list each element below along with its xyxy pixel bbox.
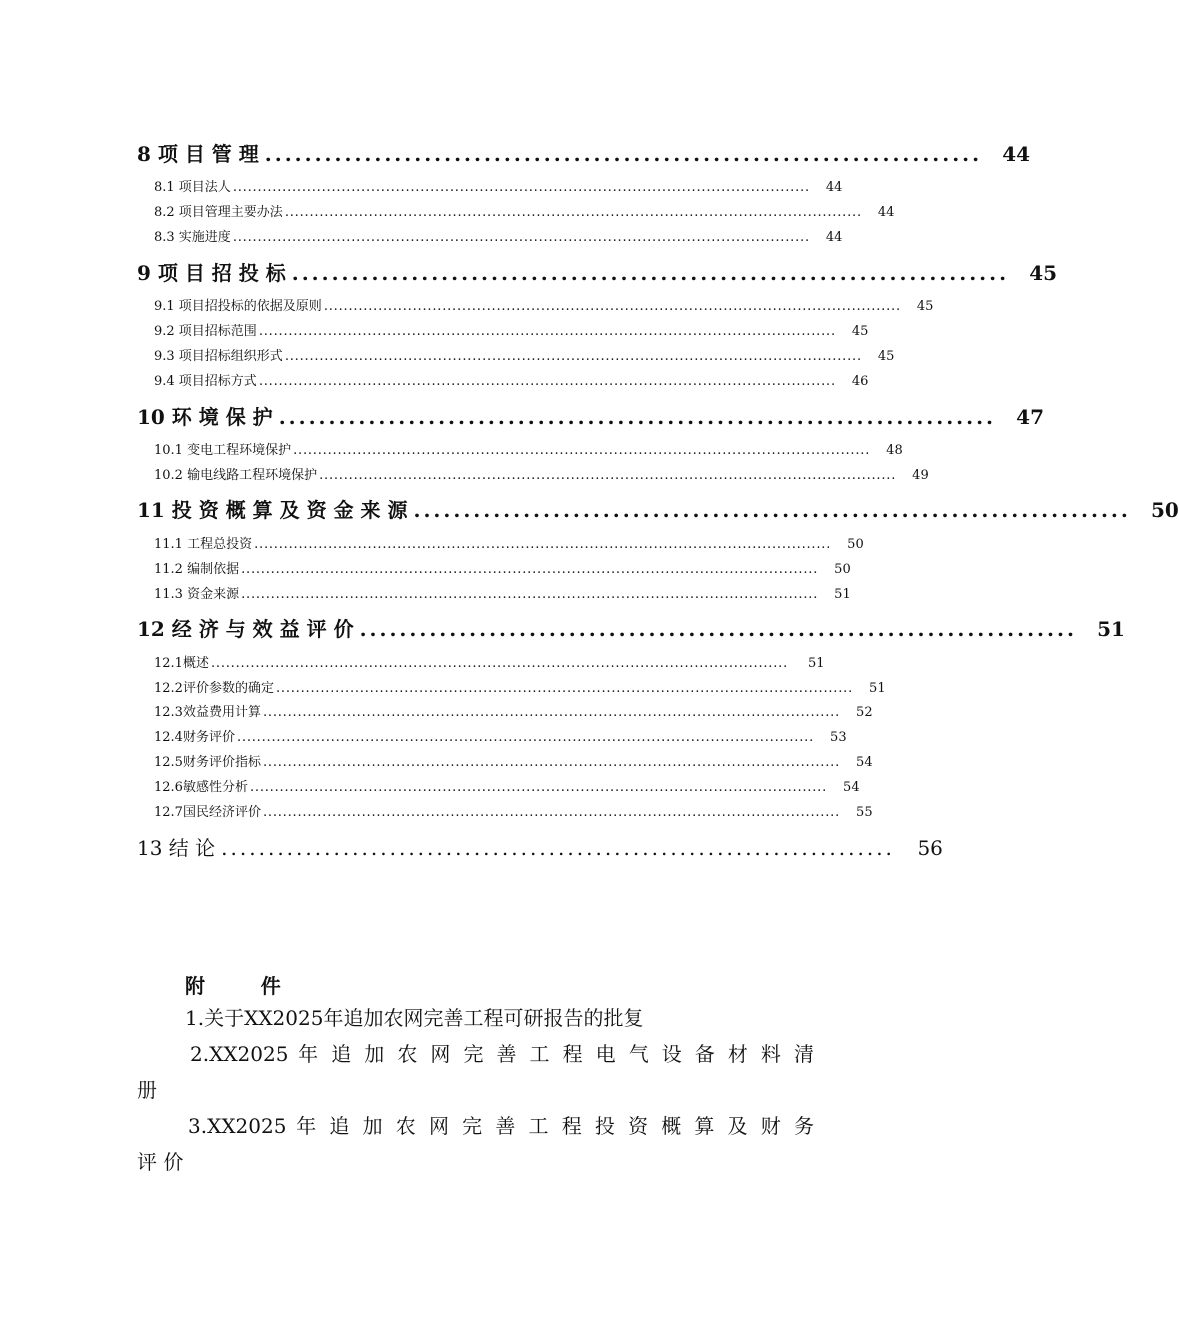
toc-page: 45 — [851, 324, 869, 339]
toc-entry[interactable] — [154, 370, 869, 389]
toc-page: 45 — [916, 299, 934, 314]
toc-heading[interactable] — [137, 138, 1031, 167]
toc-entry[interactable] — [154, 176, 843, 195]
toc-leader: ........................................................................ — [291, 261, 1010, 285]
toc-leader: ........................................................................ — [264, 142, 983, 166]
toc-entry[interactable] — [154, 295, 934, 314]
toc-entry[interactable] — [154, 320, 869, 339]
toc-heading[interactable] — [137, 401, 1045, 430]
toc-label: 8.2 项目管理主要办法 — [154, 205, 283, 220]
toc-leader: ..................................................................................................................... — [284, 349, 862, 364]
toc-label: 8.1 项目法人 — [154, 180, 231, 195]
toc-label: 12.4财务评价 — [154, 730, 235, 745]
toc-page: 54 — [843, 780, 860, 795]
toc-leader: ..................................................................................................................... — [258, 324, 836, 339]
toc-leader: ..................................................................................................................... — [232, 230, 810, 245]
toc-page: 55 — [856, 805, 873, 820]
toc-page: 45 — [1029, 261, 1058, 285]
toc-heading[interactable] — [137, 257, 1058, 286]
toc-label: 12 经 济 与 效 益 评 价 — [137, 617, 354, 641]
toc-page: 44 — [877, 205, 895, 220]
toc-entry[interactable] — [154, 439, 903, 458]
toc-leader: ..................................................................................................................... — [262, 705, 841, 720]
toc-page: 54 — [856, 755, 873, 770]
attachment-item-2-line-2: 册 — [137, 1078, 157, 1102]
toc-leader: ..................................................................................................................... — [293, 443, 871, 458]
toc-page: 51 — [834, 587, 851, 602]
toc-page: 44 — [825, 180, 843, 195]
toc-entry[interactable] — [154, 652, 824, 671]
toc-label: 9.2 项目招标范围 — [154, 324, 257, 339]
toc-label: 11.3 资金来源 — [154, 587, 240, 602]
toc-label: 9.4 项目招标方式 — [154, 374, 257, 389]
toc-page: 47 — [1016, 405, 1045, 429]
toc-entry[interactable] — [154, 701, 873, 720]
toc-leader: ..................................................................................................................... — [275, 681, 854, 696]
toc-leader: ..................................................................................................................... — [241, 587, 819, 602]
toc-label: 9 项 目 招 投 标 — [137, 261, 286, 285]
toc-label: 11.2 编制依据 — [154, 562, 240, 577]
toc-leader: ........................................................................ — [359, 617, 1077, 641]
attachment-item-3-line-2: 评 价 — [137, 1150, 184, 1174]
attachment-item-1: 1.关于XX2025年追加农网完善工程可研报告的批复 — [185, 1006, 644, 1030]
toc-page: 48 — [886, 443, 903, 458]
toc-entry[interactable] — [154, 201, 895, 220]
toc-page: 51 — [1097, 617, 1125, 641]
toc-heading[interactable] — [137, 832, 943, 861]
toc-entry[interactable] — [154, 801, 873, 820]
toc-label: 12.1概述 — [154, 656, 209, 671]
toc-entry[interactable] — [154, 345, 895, 364]
toc-entry[interactable] — [154, 751, 873, 770]
toc-label: 12.7国民经济评价 — [154, 805, 261, 820]
toc-leader: ..................................................................................................................... — [232, 180, 810, 195]
toc-page: 46 — [851, 374, 869, 389]
toc-leader: ..................................................................................................................... — [262, 805, 841, 820]
toc-label: 11.1 工程总投资 — [154, 537, 253, 552]
toc-leader: ..................................................................................................................... — [236, 730, 815, 745]
toc-entry[interactable] — [154, 726, 847, 745]
attachments-title: 附 件 — [185, 974, 283, 998]
toc-page: 45 — [877, 349, 895, 364]
toc-label: 10.2 输电线路工程环境保护 — [154, 468, 318, 483]
toc-page: 44 — [1002, 142, 1031, 166]
toc-entry[interactable] — [154, 677, 886, 696]
toc-entry[interactable] — [154, 583, 851, 602]
toc-entry[interactable] — [154, 464, 929, 483]
toc-page: 52 — [856, 705, 873, 720]
toc-heading[interactable] — [137, 613, 1125, 642]
toc-label: 8 项 目 管 理 — [137, 142, 259, 166]
toc-label: 8.3 实施进度 — [154, 230, 231, 245]
attachment-item-2-line-1: 2.XX2025 年 追 加 农 网 完 善 工 程 电 气 设 备 材 料 清 — [190, 1042, 814, 1066]
toc-label: 9.1 项目招投标的依据及原则 — [154, 299, 322, 314]
toc-label: 12.3效益费用计算 — [154, 705, 261, 720]
toc-entry[interactable] — [154, 533, 864, 552]
toc-leader: ..................................................................................................................... — [323, 299, 901, 314]
toc-leader: ..................................................................................................................... — [254, 537, 832, 552]
toc-leader: ..................................................................................................................... — [319, 468, 897, 483]
toc-page: 50 — [847, 537, 864, 552]
toc-page: 56 — [917, 836, 943, 860]
toc-page: 53 — [830, 730, 847, 745]
toc-label: 10 环 境 保 护 — [137, 405, 273, 429]
toc-label: 12.6敏感性分析 — [154, 780, 248, 795]
toc-page: 51 — [808, 656, 825, 671]
toc-leader: ..................................................................................................................... — [284, 205, 862, 220]
toc-page: 50 — [1150, 498, 1179, 522]
toc-leader: ..................................................................................................................... — [241, 562, 819, 577]
toc-entry[interactable] — [154, 776, 860, 795]
toc-page: 50 — [834, 562, 851, 577]
toc-heading[interactable] — [137, 494, 1179, 523]
toc-label: 13 结 论 — [137, 836, 216, 860]
toc-leader: ..................................................................................................................... — [249, 780, 828, 795]
toc-page: 51 — [869, 681, 886, 696]
toc-label: 10.1 变电工程环境保护 — [154, 443, 292, 458]
toc-leader: ..................................................................................................................... — [210, 656, 789, 671]
toc-leader: ........................................................................ — [221, 836, 895, 860]
toc-label: 12.2评价参数的确定 — [154, 681, 274, 696]
toc-leader: ........................................................................ — [278, 405, 997, 429]
toc-page: 44 — [825, 230, 843, 245]
toc-entry[interactable] — [154, 226, 843, 245]
toc-leader: ..................................................................................................................... — [258, 374, 836, 389]
toc-label: 9.3 项目招标组织形式 — [154, 349, 283, 364]
toc-label: 11 投 资 概 算 及 资 金 来 源 — [137, 498, 408, 522]
toc-leader: ........................................................................ — [413, 498, 1131, 522]
toc-leader: ..................................................................................................................... — [262, 755, 841, 770]
toc-entry[interactable] — [154, 558, 851, 577]
attachment-item-3-line-1: 3.XX2025 年 追 加 农 网 完 善 工 程 投 资 概 算 及 财 务 — [188, 1114, 814, 1138]
toc-label: 12.5财务评价指标 — [154, 755, 261, 770]
toc-page: 49 — [912, 468, 929, 483]
